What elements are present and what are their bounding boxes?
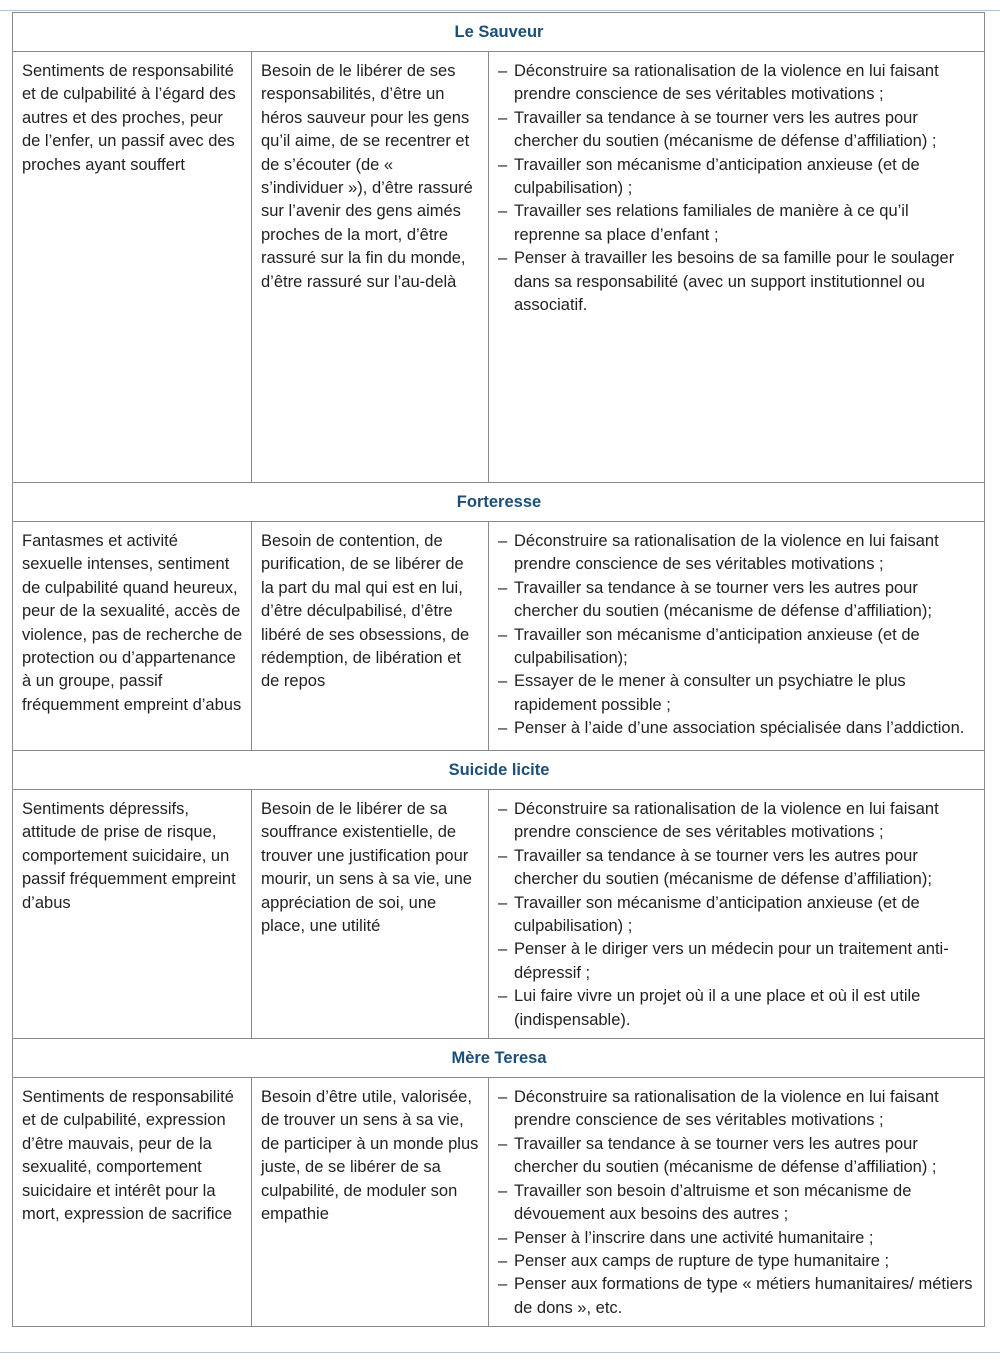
section-title: Suicide licite: [13, 751, 985, 790]
actions-list: [498, 530, 976, 741]
symptoms-cell: Sentiments dépressifs, attitude de prise de risque, comportement suicidaire, un passif fréquemment empreint d’abus: [13, 790, 252, 1039]
action-item: – Penser aux camps de rupture de type humanitaire ;: [514, 1250, 976, 1273]
actions-list: [498, 60, 976, 317]
action-item: – Penser à le diriger vers un médecin pour un traitement anti-dépressif ;: [514, 938, 976, 985]
symptoms-cell: Sentiments de responsabilité et de culpabilité à l’égard des autres et des proches, peur de l’enfer, un passif avec des proches ayant souffert: [13, 52, 252, 483]
action-item: – Travailler sa tendance à se tourner vers les autres pour chercher du soutien (mécanisme de défense d’affiliation) ;: [514, 107, 976, 154]
action-item: – Penser à l’aide d’une association spécialisée dans l’addiction.: [514, 717, 976, 740]
action-item: – Déconstruire sa rationalisation de la violence en lui faisant prendre conscience de ses véritables motivations ;: [514, 60, 976, 107]
section-content-row: [13, 522, 985, 751]
action-item: – Travailler son mécanisme d’anticipation anxieuse (et de culpabilisation) ;: [514, 892, 976, 939]
action-item: – Travailler sa tendance à se tourner vers les autres pour chercher du soutien (mécanisme de défense d’affiliation) ;: [514, 1133, 976, 1180]
section-header-row: [13, 13, 985, 52]
actions-cell: [489, 1078, 985, 1327]
section-title: Mère Teresa: [13, 1039, 985, 1078]
symptoms-cell: Fantasmes et activité sexuelle intenses, sentiment de culpabilité quand heureux, peur de la sexualité, accès de violence, pas de recherche de protection ou d’appartenance à un groupe, passif fréquemment empreint d’abus: [13, 522, 252, 751]
action-item: – Penser à l’inscrire dans une activité humanitaire ;: [514, 1227, 976, 1250]
action-item: – Penser à travailler les besoins de sa famille pour le soulager dans sa responsabilité (avec un support institutionnel ou associatif.: [514, 247, 976, 317]
action-item: – Travailler son mécanisme d’anticipation anxieuse (et de culpabilisation);: [514, 624, 976, 671]
section-header-row: [13, 483, 985, 522]
actions-cell: [489, 52, 985, 483]
section-header-row: [13, 1039, 985, 1078]
actions-list: [498, 798, 976, 1032]
section-title: Forteresse: [13, 483, 985, 522]
needs-cell: Besoin d’être utile, valorisée, de trouver un sens à sa vie, de participer à un monde plus juste, de se libérer de sa culpabilité, de moduler son empathie: [252, 1078, 489, 1327]
actions-list: [498, 1086, 976, 1320]
section-content-row: [13, 52, 985, 483]
section-header-row: [13, 751, 985, 790]
action-item: – Déconstruire sa rationalisation de la violence en lui faisant prendre conscience de ses véritables motivations ;: [514, 1086, 976, 1133]
needs-cell: Besoin de contention, de purification, de se libérer de la part du mal qui est en lui, d’être déculpabilisé, d’être libéré de ses obsessions, de rédemption, de libération et de repos: [252, 522, 489, 751]
action-item: – Penser aux formations de type « métiers humanitaires/ métiers de dons », etc.: [514, 1273, 976, 1320]
section-content-row: [13, 790, 985, 1039]
needs-cell: Besoin de le libérer de ses responsabilités, d’être un héros sauveur pour les gens qu’il aime, de se recentrer et de s’écouter (de « s’individuer »), d’être rassuré sur l’avenir des gens aimés proches de la mort, d’être rassuré sur la fin du monde, d’être rassuré sur l’au-delà: [252, 52, 489, 483]
action-item: – Lui faire vivre un projet où il a une place et où il est utile (indispensable).: [514, 985, 976, 1032]
action-item: – Travailler sa tendance à se tourner vers les autres pour chercher du soutien (mécanisme de défense d’affiliation);: [514, 577, 976, 624]
action-item: – Déconstruire sa rationalisation de la violence en lui faisant prendre conscience de ses véritables motivations ;: [514, 530, 976, 577]
action-item: – Travailler son mécanisme d’anticipation anxieuse (et de culpabilisation) ;: [514, 154, 976, 201]
section-title: Le Sauveur: [13, 13, 985, 52]
needs-cell: Besoin de le libérer de sa souffrance existentielle, de trouver une justification pour mourir, un sens à sa vie, une appréciation de soi, une place, une utilité: [252, 790, 489, 1039]
symptoms-cell: Sentiments de responsabilité et de culpabilité, expression d’être mauvais, peur de la sexualité, comportement suicidaire et intérêt pour la mort, expression de sacrifice: [13, 1078, 252, 1327]
action-item: – Travailler sa tendance à se tourner vers les autres pour chercher du soutien (mécanisme de défense d’affiliation);: [514, 845, 976, 892]
action-item: – Essayer de le mener à consulter un psychiatre le plus rapidement possible ;: [514, 670, 976, 717]
action-item: – Travailler son besoin d’altruisme et son mécanisme de dévouement aux besoins des autres ;: [514, 1180, 976, 1227]
action-item: – Déconstruire sa rationalisation de la violence en lui faisant prendre conscience de ses véritables motivations ;: [514, 798, 976, 845]
actions-cell: [489, 790, 985, 1039]
action-item: – Travailler ses relations familiales de manière à ce qu’il reprenne sa place d’enfant ;: [514, 200, 976, 247]
profiles-table: [12, 12, 985, 1327]
section-content-row: [13, 1078, 985, 1327]
actions-cell: [489, 522, 985, 751]
